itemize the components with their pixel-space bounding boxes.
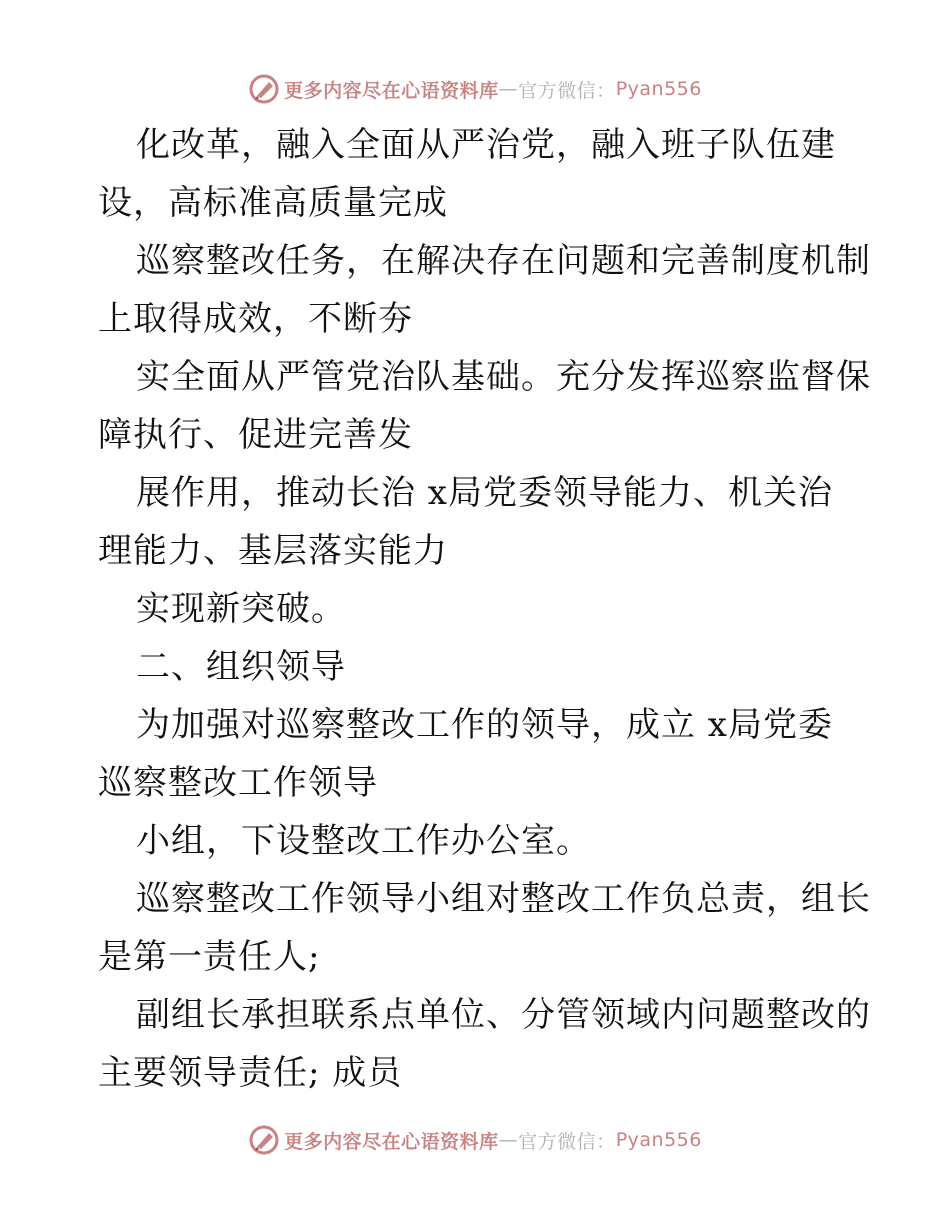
watermark-dash: — [498, 1129, 519, 1151]
watermark-dash: — [498, 78, 519, 100]
section-heading: 二、组织领导 [136, 647, 346, 687]
watermark-main-text: 更多内容尽在心语资料库 [284, 79, 499, 102]
body-line: 副组长承担联系点单位、分管领域内问题整改的 [136, 995, 871, 1035]
body-line: 展作用，推动长治 x局党委领导能力、机关治 [136, 473, 833, 513]
body-line: 理能力、基层落实能力 [98, 531, 448, 571]
body-line: 主要领导责任; 成员 [98, 1053, 403, 1093]
body-line: 为加强对巡察整改工作的领导，成立 x局党委 [136, 705, 833, 745]
body-line: 化改革，融入全面从严治党，融入班子队伍建 [136, 125, 836, 165]
body-line: 巡察整改工作领导小组对整改工作负总责，组长 [136, 879, 871, 919]
watermark-wechat-id: Pyan556 [615, 1129, 702, 1151]
body-line: 是第一责任人; [98, 937, 321, 977]
body-line: 小组，下设整改工作办公室。 [136, 821, 591, 861]
watermark-main-text: 更多内容尽在心语资料库 [284, 1130, 499, 1153]
document-body [98, 116, 871, 1102]
watermark-wechat-id: Pyan556 [615, 78, 702, 100]
body-line: 巡察整改工作领导 [98, 763, 378, 803]
body-line: 障执行、促进完善发 [98, 415, 413, 455]
footer-watermark [0, 1123, 950, 1157]
body-line: 实现新突破。 [136, 589, 346, 629]
body-line: 上取得成效，不断夯 [98, 299, 413, 339]
body-line: 设，高标准高质量完成 [98, 183, 448, 223]
pen-logo-icon [248, 73, 280, 105]
body-line: 实全面从严管党治队基础。充分发挥巡察监督保 [136, 357, 871, 397]
watermark-sub-text: 官方微信： [518, 1130, 616, 1153]
pen-logo-icon [248, 1124, 280, 1156]
body-line: 巡察整改任务，在解决存在问题和完善制度机制 [136, 241, 871, 281]
header-watermark [0, 72, 950, 106]
watermark-sub-text: 官方微信： [518, 79, 616, 102]
